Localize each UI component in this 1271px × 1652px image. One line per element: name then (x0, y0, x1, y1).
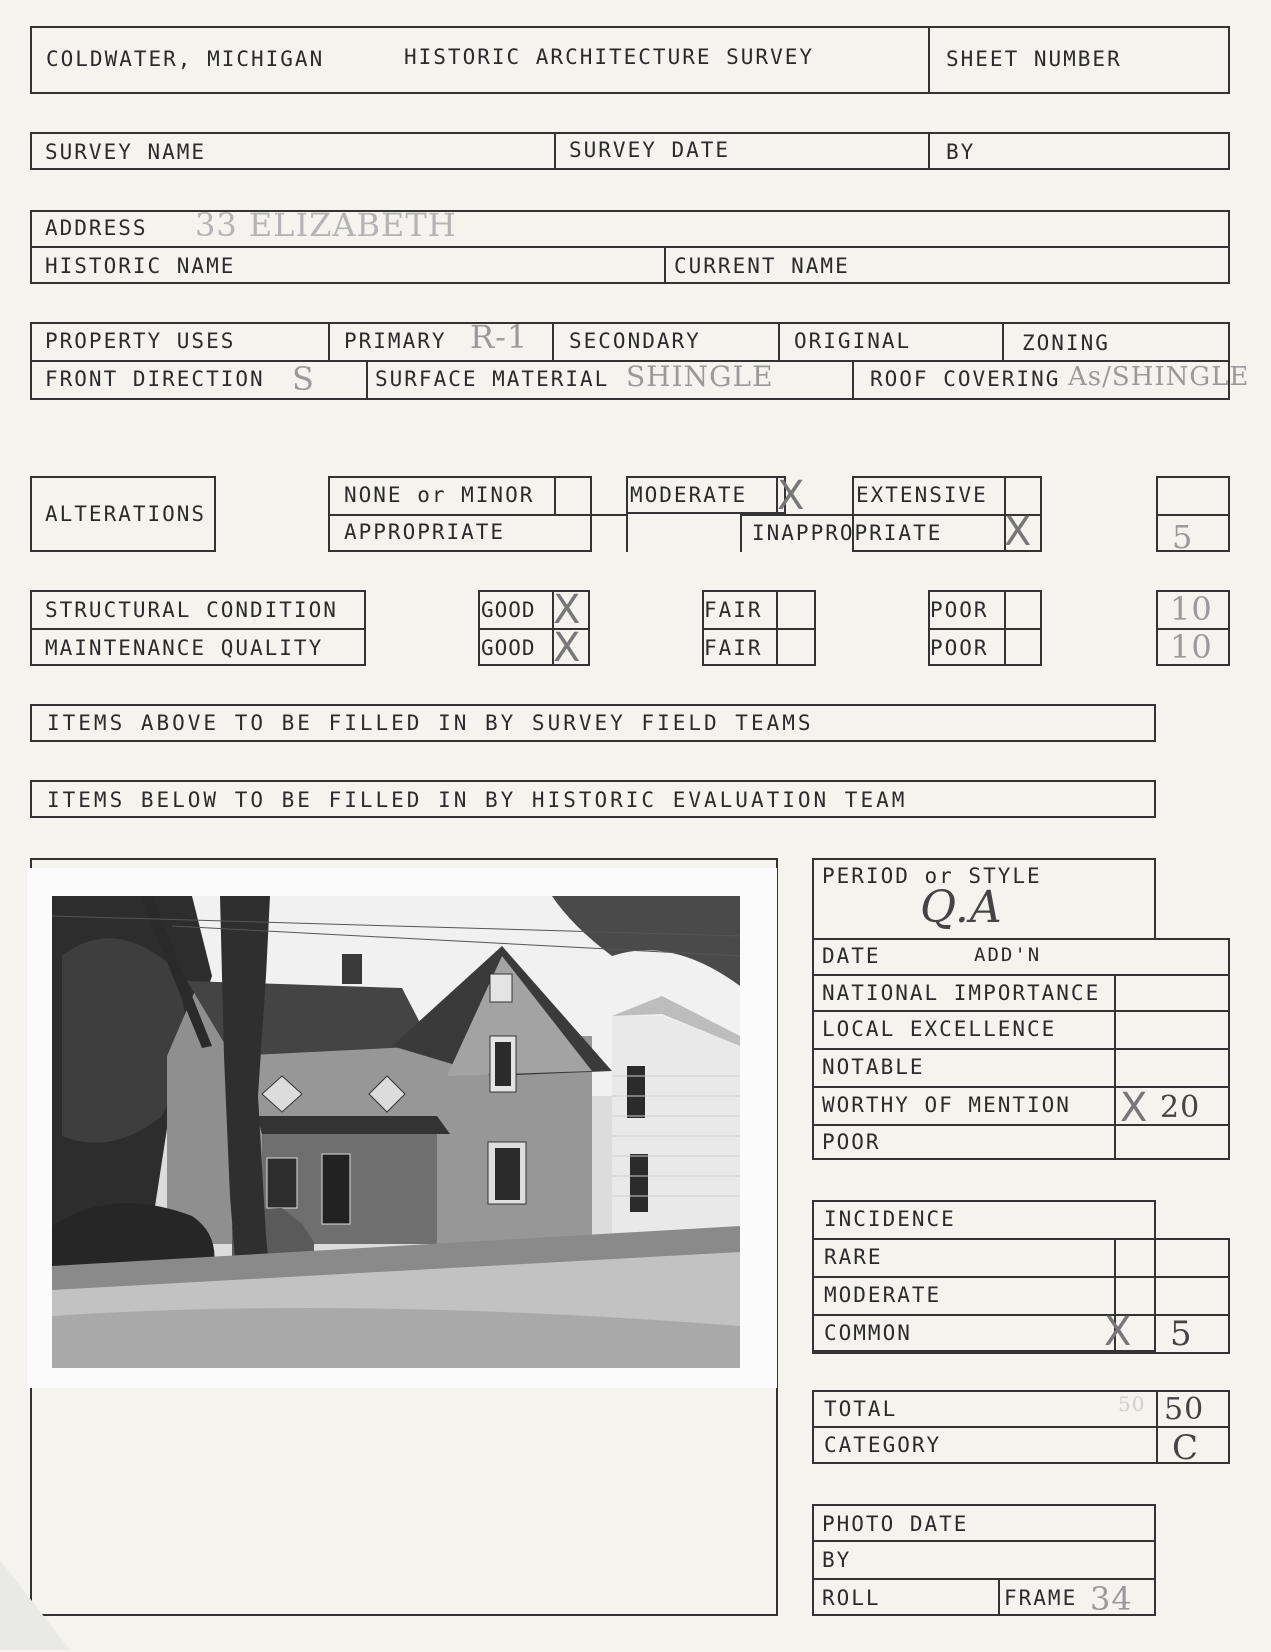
maintenance-poor-label: POOR (930, 636, 989, 660)
structural-good-check-mark: X (553, 587, 581, 633)
roof-covering-label: ROOF COVERING (870, 367, 1061, 391)
moderate-label: MODERATE (630, 483, 748, 507)
front-direction-label: FRONT DIRECTION (45, 367, 265, 391)
evaluation-team-note: ITEMS BELOW TO BE FILLED IN BY HISTORIC EVALUATION TEAM (47, 788, 908, 812)
alterations-label: ALTERATIONS (45, 502, 207, 526)
house-photo (52, 896, 740, 1368)
worthy-of-mention-label: WORTHY OF MENTION (822, 1093, 1071, 1117)
front-direction-value: S (292, 360, 315, 398)
city-label: COLDWATER, MICHIGAN (46, 47, 325, 71)
primary-label: PRIMARY (344, 329, 447, 353)
structural-score: 10 (1170, 590, 1213, 628)
worthy-check-mark: X (1120, 1085, 1148, 1131)
structural-fair-label: FAIR (704, 598, 763, 622)
incidence-moderate-label: MODERATE (824, 1283, 942, 1307)
date-value: ADD'N (974, 944, 1042, 966)
historic-name-label: HISTORIC NAME (45, 254, 236, 278)
structural-condition-label: STRUCTURAL CONDITION (45, 598, 338, 622)
category-label: CATEGORY (824, 1433, 942, 1457)
field-teams-note: ITEMS ABOVE TO BE FILLED IN BY SURVEY FIELD TEAMS (47, 711, 814, 735)
roof-covering-value: As/SHINGLE (1068, 362, 1250, 392)
category-value: C (1172, 1428, 1200, 1468)
survey-name-label: SURVEY NAME (45, 140, 207, 164)
inappropriate-label: INAPPROPRIATE (752, 521, 943, 545)
address-value: 33 ELIZABETH (195, 206, 457, 244)
maintenance-fair-label: FAIR (704, 636, 763, 660)
period-style-value: Q.A (920, 882, 1003, 933)
sheet-number-label: SHEET NUMBER (946, 47, 1122, 71)
rare-label: RARE (824, 1245, 883, 1269)
address-label: ADDRESS (45, 216, 148, 240)
zoning-label: ZONING (1022, 331, 1110, 355)
worthy-score: 20 (1160, 1090, 1201, 1125)
total-value: 50 (1164, 1392, 1205, 1427)
maintenance-quality-label: MAINTENANCE QUALITY (45, 636, 324, 660)
extensive-label: EXTENSIVE (856, 483, 988, 507)
photo-date-label: PHOTO DATE (822, 1512, 969, 1536)
torn-corner (0, 1560, 70, 1650)
evaluation-poor-label: POOR (822, 1130, 881, 1154)
moderate-check-mark: X (777, 473, 805, 519)
total-faint-value: 50 (1118, 1392, 1146, 1416)
date-label: DATE (822, 944, 881, 968)
none-minor-label: NONE or MINOR (344, 483, 535, 507)
primary-value: R-1 (470, 318, 529, 356)
inappropriate-check-mark: X (1004, 509, 1032, 555)
notable-label: NOTABLE (822, 1055, 925, 1079)
survey-date-label: SURVEY DATE (569, 138, 731, 162)
frame-value: 34 (1090, 1580, 1133, 1618)
photo-by-label: BY (822, 1548, 852, 1572)
structural-poor-label: POOR (930, 598, 989, 622)
maintenance-good-check-mark: X (553, 625, 581, 671)
common-label: COMMON (824, 1321, 912, 1345)
maintenance-score: 10 (1170, 628, 1213, 666)
period-style-label: PERIOD or STYLE (822, 864, 1042, 888)
alterations-score: 5 (1172, 518, 1194, 556)
roll-label: ROLL (822, 1586, 881, 1610)
house-photo-icon (52, 896, 740, 1368)
surface-material-label: SURFACE MATERIAL (375, 367, 610, 391)
incidence-label: INCIDENCE (824, 1207, 956, 1231)
maintenance-good-label: GOOD (481, 636, 536, 660)
survey-by-label: BY (946, 140, 976, 164)
structural-good-label: GOOD (481, 598, 536, 622)
frame-label: FRAME (1004, 1586, 1078, 1610)
property-uses-label: PROPERTY USES (45, 329, 236, 353)
secondary-label: SECONDARY (569, 329, 701, 353)
common-check-mark: X (1104, 1309, 1132, 1355)
appropriate-label: APPROPRIATE (344, 520, 506, 544)
current-name-label: CURRENT NAME (674, 254, 850, 278)
surface-material-value: SHINGLE (626, 360, 774, 393)
national-importance-label: NATIONAL IMPORTANCE (822, 981, 1101, 1005)
total-label: TOTAL (824, 1397, 898, 1421)
survey-title: HISTORIC ARCHITECTURE SURVEY (404, 45, 815, 69)
original-label: ORIGINAL (794, 329, 912, 353)
common-score: 5 (1170, 1314, 1193, 1354)
local-excellence-label: LOCAL EXCELLENCE (822, 1017, 1057, 1041)
